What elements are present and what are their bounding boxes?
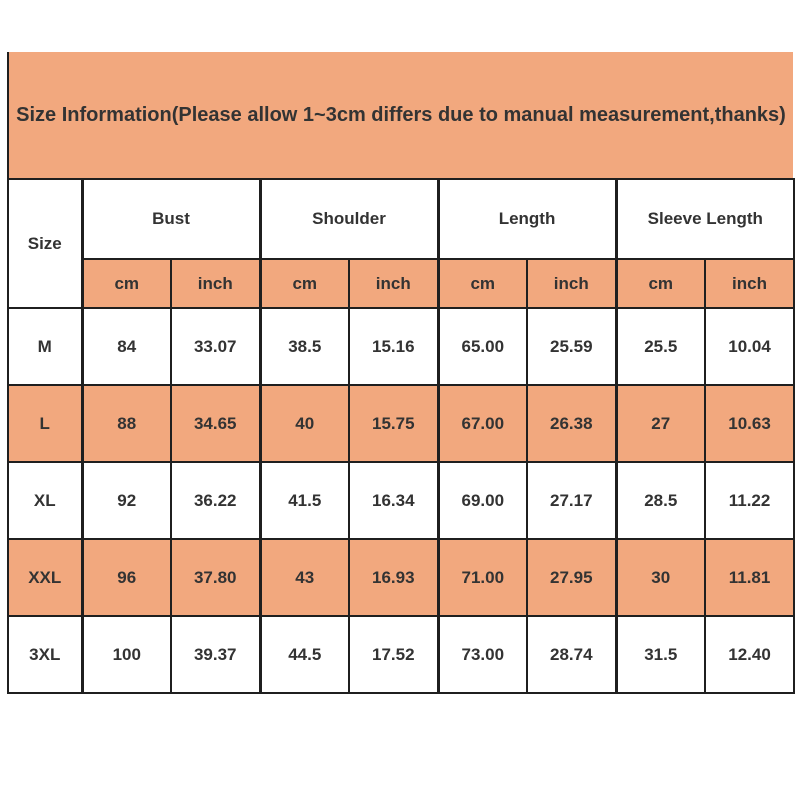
size-cell: XL [8,462,82,539]
size-info-banner [7,52,793,178]
value-cell: 27.95 [527,539,616,616]
value-cell: 27.17 [527,462,616,539]
table-row [8,462,794,539]
unit-header-length-cm: cm [438,259,527,308]
size-cell: M [8,308,82,385]
value-cell: 15.16 [349,308,438,385]
value-cell: 17.52 [349,616,438,693]
value-cell: 67.00 [438,385,527,462]
value-cell: 100 [82,616,171,693]
value-cell: 25.59 [527,308,616,385]
value-cell: 44.5 [260,616,349,693]
value-cell: 26.38 [527,385,616,462]
col-header-bust: Bust [82,179,260,259]
col-header-length: Length [438,179,616,259]
value-cell: 30 [616,539,705,616]
value-cell: 34.65 [171,385,260,462]
value-cell: 65.00 [438,308,527,385]
value-cell: 15.75 [349,385,438,462]
table-row [8,539,794,616]
unit-header-sleeve-inch: inch [705,259,794,308]
value-cell: 88 [82,385,171,462]
value-cell: 28.74 [527,616,616,693]
unit-header-bust-cm: cm [82,259,171,308]
value-cell: 39.37 [171,616,260,693]
unit-header-shoulder-inch: inch [349,259,438,308]
value-cell: 38.5 [260,308,349,385]
value-cell: 69.00 [438,462,527,539]
col-header-size: Size [8,179,82,308]
size-cell: XXL [8,539,82,616]
table-row [8,308,794,385]
value-cell: 36.22 [171,462,260,539]
unit-header-length-inch: inch [527,259,616,308]
unit-header-sleeve-cm: cm [616,259,705,308]
value-cell: 92 [82,462,171,539]
value-cell: 43 [260,539,349,616]
value-cell: 84 [82,308,171,385]
size-cell: L [8,385,82,462]
table-unit-row [8,259,794,308]
value-cell: 28.5 [616,462,705,539]
value-cell: 41.5 [260,462,349,539]
value-cell: 73.00 [438,616,527,693]
value-cell: 33.07 [171,308,260,385]
unit-header-shoulder-cm: cm [260,259,349,308]
unit-header-bust-inch: inch [171,259,260,308]
value-cell: 37.80 [171,539,260,616]
value-cell: 12.40 [705,616,794,693]
value-cell: 71.00 [438,539,527,616]
value-cell: 10.63 [705,385,794,462]
table-row [8,616,794,693]
size-info-banner-text: Size Information(Please allow 1~3cm differs due to manual measurement,thanks) [16,103,786,126]
value-cell: 11.22 [705,462,794,539]
value-cell: 16.93 [349,539,438,616]
size-table [7,178,795,694]
col-header-shoulder: Shoulder [260,179,438,259]
value-cell: 11.81 [705,539,794,616]
value-cell: 10.04 [705,308,794,385]
size-cell: 3XL [8,616,82,693]
value-cell: 27 [616,385,705,462]
value-cell: 96 [82,539,171,616]
table-row [8,385,794,462]
table-header-group-row [8,179,794,259]
value-cell: 31.5 [616,616,705,693]
value-cell: 16.34 [349,462,438,539]
value-cell: 40 [260,385,349,462]
value-cell: 25.5 [616,308,705,385]
col-header-sleeve-length: Sleeve Length [616,179,794,259]
